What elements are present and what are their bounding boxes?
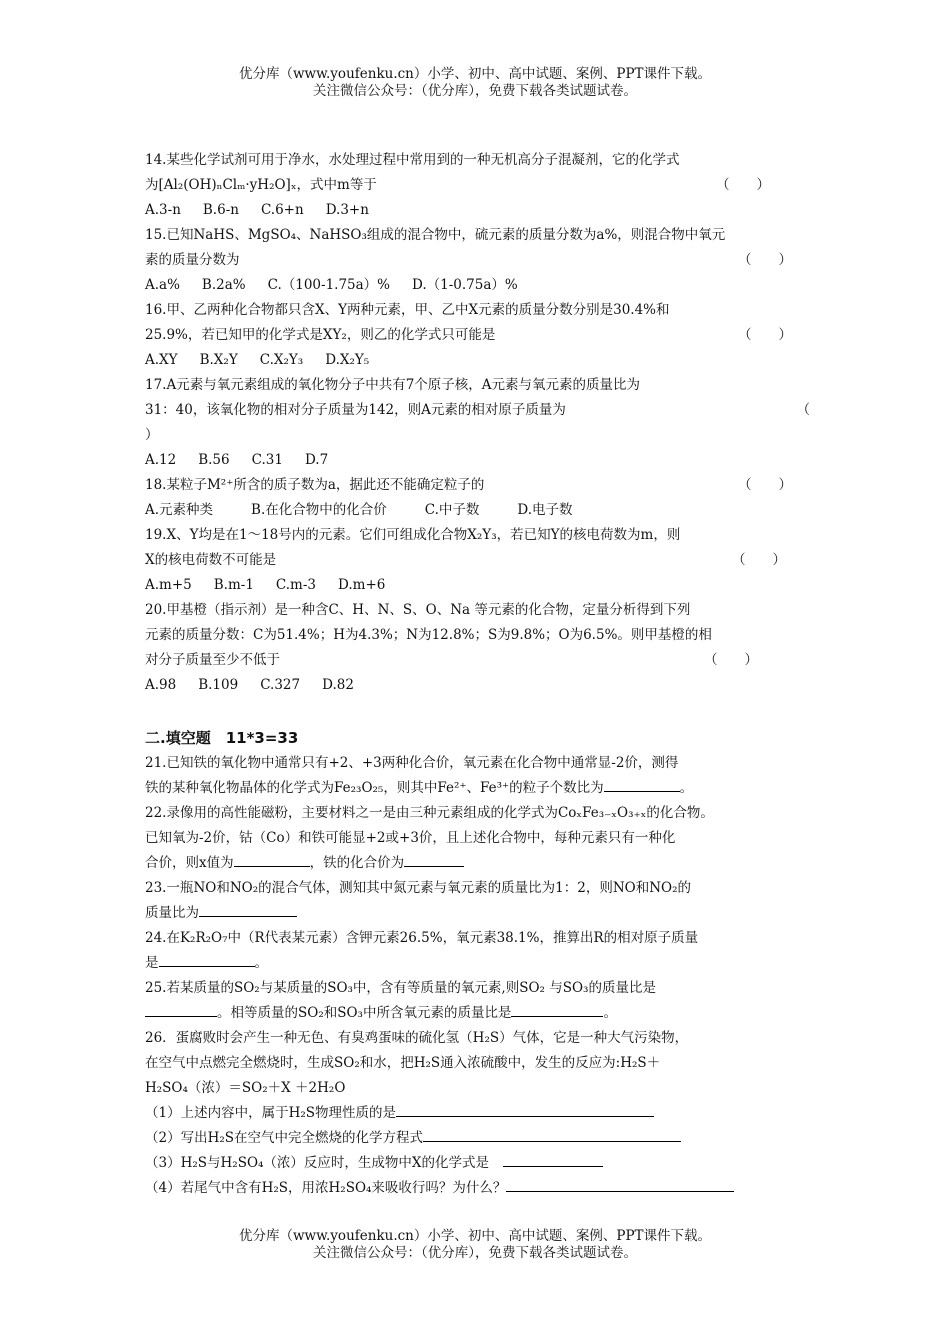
q23-answer-blank[interactable] (199, 901, 297, 917)
option-d: D.X₂Y₅ (325, 352, 370, 368)
option-a: A.98 (145, 677, 177, 693)
q17-answer-paren-open: （ (796, 402, 810, 418)
q20-line-1: 20.甲基橙（指示剂）是一种含C、H、N、S、O、Na 等元素的化合物，定量分析得到下列 (145, 602, 691, 618)
option-c: C.中子数 (424, 502, 480, 518)
q20-line-2: 元素的质量分数：C为51.4%；H为4.3%；N为12.8%；S为9.8%；O为6.5%。则甲基橙的相 (145, 627, 712, 643)
q18-line-1: 18.某粒子M²⁺所含的质子数为a，据此还不能确定粒子的 (145, 477, 485, 493)
q14-answer-paren: （ ） (716, 177, 770, 193)
q22-x-blank[interactable] (234, 851, 310, 867)
option-c: C.（100-1.75a）% (267, 277, 391, 293)
footer-line-1: 优分库（www.youfenku.cn）小学、初中、高中试题、案例、PPT课件下载。 (238, 1228, 712, 1244)
option-b: B.56 (198, 452, 230, 468)
q26-sub-2: （2）写出H₂S在空气中完全燃烧的化学方程式 (145, 1130, 424, 1146)
option-a: A.a% (145, 277, 180, 293)
question-26 (145, 1026, 810, 1201)
q26-sub-2-blank[interactable] (423, 1126, 681, 1142)
option-b: B.在化合物中的化合价 (251, 502, 387, 518)
option-d: D.（1-0.75a）% (412, 277, 518, 293)
exam-content (145, 148, 810, 1201)
q17-line-1: 17.A元素与氧元素组成的氧化物分子中共有7个原子核，A元素与氧元素的质量比为 (145, 377, 641, 393)
question-16 (145, 298, 810, 373)
q24-line-1: 24.在K₂R₂O₇中（R代表某元素）含钾元素26.5%，氧元素38.1%，推算出R的相对原子质量 (145, 930, 699, 946)
q26-sub-3-blank[interactable] (503, 1151, 603, 1167)
q14-line-2: 为[Al₂(OH)ₙClₘ·yH₂O]ₓ，式中m等于 (145, 177, 377, 193)
question-22 (145, 801, 810, 876)
q22-line-3-mid: ，铁的化合价为 (309, 855, 405, 871)
option-b: B.109 (198, 677, 239, 693)
header-line-1: 优分库（www.youfenku.cn）小学、初中、高中试题、案例、PPT课件下载。 (238, 66, 712, 82)
option-b: B.6-n (202, 202, 239, 218)
q26-sub-4-blank[interactable] (506, 1176, 734, 1192)
q18-answer-paren: （ ） (738, 477, 792, 493)
q20-answer-paren: （ ） (704, 652, 758, 668)
q17-options (145, 448, 810, 473)
q15-answer-paren: （ ） (738, 252, 792, 268)
q15-line-1: 15.已知NaHS、MgSO₄、NaHSO₃组成的混合物中，硫元素的质量分数为a%，则混合物中氧元 (145, 227, 726, 243)
option-b: B.X₂Y (199, 352, 238, 368)
page-header (0, 66, 950, 100)
footer-line-2: 关注微信公众号：（优分库），免费下载各类试题试卷。 (313, 1245, 637, 1261)
q22-valence-blank[interactable] (404, 851, 464, 867)
q25-line-2-end: 。 (603, 1005, 617, 1021)
q26-sub-4: （4）若尾气中含有H₂S，用浓H₂SO₄来吸收行吗？为什么？ (145, 1180, 507, 1196)
question-19 (145, 523, 810, 598)
q26-sub-1-blank[interactable] (396, 1101, 654, 1117)
question-21 (145, 751, 810, 801)
q17-line-2: 31：40，该氧化物的相对分子质量为142，则A元素的相对原子质量为 (145, 402, 566, 418)
q19-line-1: 19.X、Y均是在1～18号内的元素。它们可组成化合物X₂Y₃，若已知Y的核电荷数为m，则 (145, 527, 681, 543)
section-title-fill-in: 二.填空题 11*3=33 (145, 729, 299, 747)
q16-line-2: 25.9%，若已知甲的化学式是XY₂，则乙的化学式只可能是 (145, 327, 496, 343)
option-d: D.7 (304, 452, 329, 468)
q26-line-3: H₂SO₄（浓）＝SO₂＋X ＋2H₂O (145, 1080, 346, 1096)
question-18 (145, 473, 810, 523)
q25-line-2: 。相等质量的SO₂和SO₃中所含氧元素的质量比是 (217, 1005, 512, 1021)
q20-options (145, 673, 810, 698)
question-14 (145, 148, 810, 223)
q25-blank-1[interactable] (145, 1001, 217, 1017)
question-24 (145, 926, 810, 976)
header-line-2: 关注微信公众号：（优分库），免费下载各类试题试卷。 (313, 83, 637, 99)
option-a: A.3-n (145, 202, 181, 218)
q25-blank-2[interactable] (511, 1001, 603, 1017)
q19-answer-paren: （ ） (732, 552, 786, 568)
q15-options (145, 273, 810, 298)
q21-line-2: 铁的某种氧化物晶体的化学式为Fe₂₃O₂₅，则其中Fe²⁺、Fe³⁺的粒子个数比为 (145, 780, 604, 796)
q14-line-1: 14.某些化学试剂可用于净水，水处理过程中常用到的一种无机高分子混凝剂，它的化学式 (145, 152, 680, 168)
q19-line-2: X的核电荷数不可能是 (145, 552, 277, 568)
option-d: D.m+6 (338, 577, 386, 593)
q23-line-2: 质量比为 (145, 905, 199, 921)
option-c: C.6+n (260, 202, 304, 218)
option-c: C.327 (260, 677, 301, 693)
q21-line-2-end: 。 (679, 780, 694, 796)
option-a: A.元素种类 (145, 502, 214, 518)
option-b: B.m-1 (213, 577, 254, 593)
q17-answer-paren-close: ） (145, 427, 159, 443)
q24-line-2-end: 。 (254, 955, 268, 971)
q23-line-1: 23.一瓶NO和NO₂的混合气体，测知其中氮元素与氧元素的质量比为1：2，则NO和NO₂的 (145, 880, 691, 896)
q14-options (145, 198, 810, 223)
q22-line-3: 合价，则x值为 (145, 855, 234, 871)
q20-line-3: 对分子质量至少不低于 (145, 652, 280, 668)
q16-answer-paren: （ ） (738, 327, 792, 343)
question-17 (145, 373, 810, 473)
q19-options (145, 573, 810, 598)
option-a: A.12 (145, 452, 177, 468)
question-20 (145, 598, 810, 698)
q26-line-1: 26．蛋腐败时会产生一种无色、有臭鸡蛋味的硫化氢（H₂S）气体，它是一种大气污染物， (145, 1030, 689, 1046)
option-a: A.XY (145, 352, 178, 368)
q26-sub-1: （1）上述内容中，属于H₂S物理性质的是 (145, 1105, 397, 1121)
q15-line-2: 素的质量分数为 (145, 252, 240, 268)
option-b: B.2a% (201, 277, 246, 293)
option-c: C.31 (251, 452, 283, 468)
option-c: C.m-3 (275, 577, 317, 593)
q22-line-2: 已知氧为-2价，钴（Co）和铁可能显+2或+3价，且上述化合物中，每种元素只有一种化 (145, 830, 676, 846)
option-a: A.m+5 (145, 577, 192, 593)
q16-line-1: 16.甲、乙两种化合物都只含X、Y两种元素，甲、乙中X元素的质量分数分别是30.4%和 (145, 302, 670, 318)
q21-line-1: 21.已知铁的氧化物中通常只有+2、+3两种化合价，氧元素在化合物中通常显-2价，测得 (145, 755, 679, 771)
q24-line-2: 是 (145, 955, 159, 971)
q16-options (145, 348, 810, 373)
q18-options (145, 498, 810, 523)
question-23 (145, 876, 810, 926)
q25-line-1: 25.若某质量的SO₂与某质量的SO₃中，含有等质量的氧元素,则SO₂ 与SO₃的质量比是 (145, 980, 656, 996)
option-d: D.3+n (325, 202, 369, 218)
q26-sub-3: （3）H₂S与H₂SO₄（浓）反应时，生成物中X的化学式是 (145, 1155, 490, 1171)
question-25 (145, 976, 810, 1026)
option-d: D.82 (322, 677, 354, 693)
option-c: C.X₂Y₃ (259, 352, 304, 368)
option-d: D.电子数 (517, 502, 573, 518)
question-15 (145, 223, 810, 298)
q22-line-1: 22.录像用的高性能磁粉，主要材料之一是由三种元素组成的化学式为CoₓFe₃₋ₓO₃₊ₓ的化合物。 (145, 805, 714, 821)
q21-answer-blank[interactable] (604, 776, 680, 792)
q24-answer-blank[interactable] (159, 951, 255, 967)
page-footer (0, 1228, 950, 1262)
q26-line-2: 在空气中点燃完全燃烧时，生成SO₂和水，把H₂S通入浓硫酸中，发生的反应为:H₂S＋ (145, 1055, 661, 1071)
